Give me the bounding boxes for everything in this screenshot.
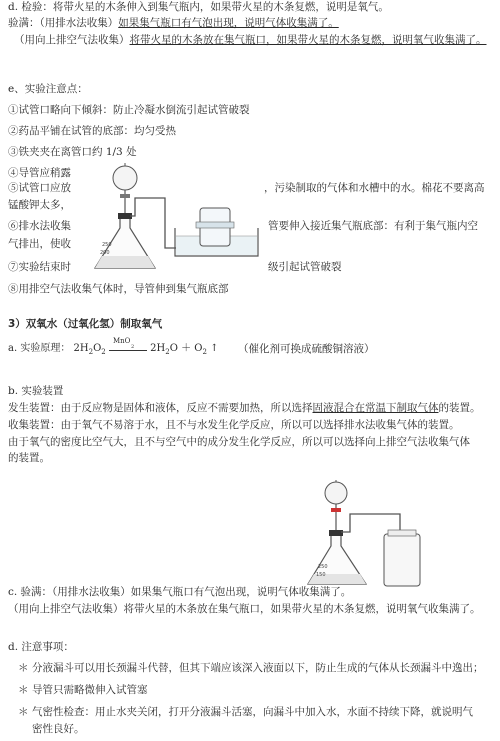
note-item-5-right: ，污染制取的气体和水槽中的水。棉花不要离高	[264, 182, 485, 194]
notes-title: e、实验注意点：	[8, 83, 88, 95]
note-item-4: ④导管应稍露	[8, 167, 71, 179]
collection-line-2: 由于氧气的密度比空气大，且不与空气中的成分发生化学反应，所以可以选择向上排空气法收集气体	[8, 436, 470, 448]
up-air-line: （用向上排空气法收集）将带火星的木条放在集气瓶口，如果带火星的木条复燃，说明氧气收集满了。	[14, 34, 487, 46]
yanman-line: 验满：（用排水法收集）如果集气瓶口有气泡出现，说明气体收集满了。	[8, 17, 339, 29]
flask1-mark-250: 250	[102, 242, 112, 248]
catalyst-note: （催化剂可换成硫酸铜溶液）	[238, 343, 375, 355]
check-line-2: （用向上排空气法收集）将带火星的木条放在集气瓶口，如果带火星的木条复燃，说明氧气收集满了。	[8, 603, 481, 615]
note-item-6b: 气排出，使收	[8, 238, 71, 250]
note-item-7-right: 级引起试管破裂	[268, 261, 342, 273]
generation-line: 发生装置：由于反应物是固体和液体，反应不需要加热，所以选择固液混合在常温下制取气体的装置。	[8, 402, 481, 414]
check-line-1: c. 验满：（用排水法收集）如果集气瓶口有气泡出现，说明气体收集满了。	[8, 586, 352, 598]
note-item-6: ⑥排水法收集	[8, 220, 71, 232]
note-item-7: ⑦实验结束时	[8, 261, 71, 273]
flask2-mark-250: 250	[318, 564, 328, 570]
note-item-5b: 锰酸钾太多，	[8, 199, 71, 211]
apparatus-peroxide-diagram	[300, 478, 440, 590]
flask2-mark-150: 150	[316, 572, 326, 578]
principle-line: a. 实验原理： $2H_2O_2$ MnO 2 $2H_2O + O_2$ ↑	[8, 337, 219, 356]
note-item-2: ②药品平铺在试管的底部：均匀受热	[8, 125, 176, 137]
notes2-item-3: ＊ 气密性检查：用止水夹关闭，打开分液漏斗活塞，向漏斗中加入水，水面不持续下降，就说明气	[18, 706, 473, 718]
collection-line-3: 的装置。	[8, 452, 50, 464]
note-item-8: ⑧用排空气法收集气体时，导管伸到集气瓶底部	[8, 283, 229, 295]
note-item-6-right: 管要伸入接近集气瓶底部：有利于集气瓶内空	[268, 220, 478, 232]
flask1-mark-200: 200	[100, 250, 110, 256]
notes2-title: d. 注意事项：	[8, 641, 74, 653]
device-title: b. 实验装置	[8, 385, 64, 397]
notes2-item-1: ＊ 分液漏斗可以用长颈漏斗代替，但其下端应该深入液面以下，防止生成的气体从长颈漏斗中逸出；	[18, 662, 484, 674]
notes2-item-2: ＊ 导管只需略微伸入试管塞	[18, 684, 148, 696]
apparatus-water-collection-diagram	[80, 158, 270, 273]
bullet-star-icon: ＊	[18, 684, 29, 696]
note-item-3: ③铁夹夹在离管口约 1/3 处	[8, 146, 137, 158]
bullet-star-icon: ＊	[18, 706, 29, 718]
section3-title: 3）双氧水（过氧化氢）制取氧气	[8, 318, 163, 330]
note-item-1: ①试管口略向下倾斜：防止冷凝水倒流引起试管破裂	[8, 104, 250, 116]
notes2-item-3b: 密性良好。	[32, 723, 85, 735]
test-line: d. 检验：将带火星的木条伸入到集气瓶内，如果带火星的木条复燃，说明是氧气。	[8, 1, 389, 13]
collection-line-1: 收集装置：由于氧气不易溶于水，且不与水发生化学反应，所以可以选择排水法收集气体的装置。	[8, 419, 460, 431]
bullet-star-icon: ＊	[18, 662, 29, 674]
note-item-5: ⑤试管口应放	[8, 182, 71, 194]
